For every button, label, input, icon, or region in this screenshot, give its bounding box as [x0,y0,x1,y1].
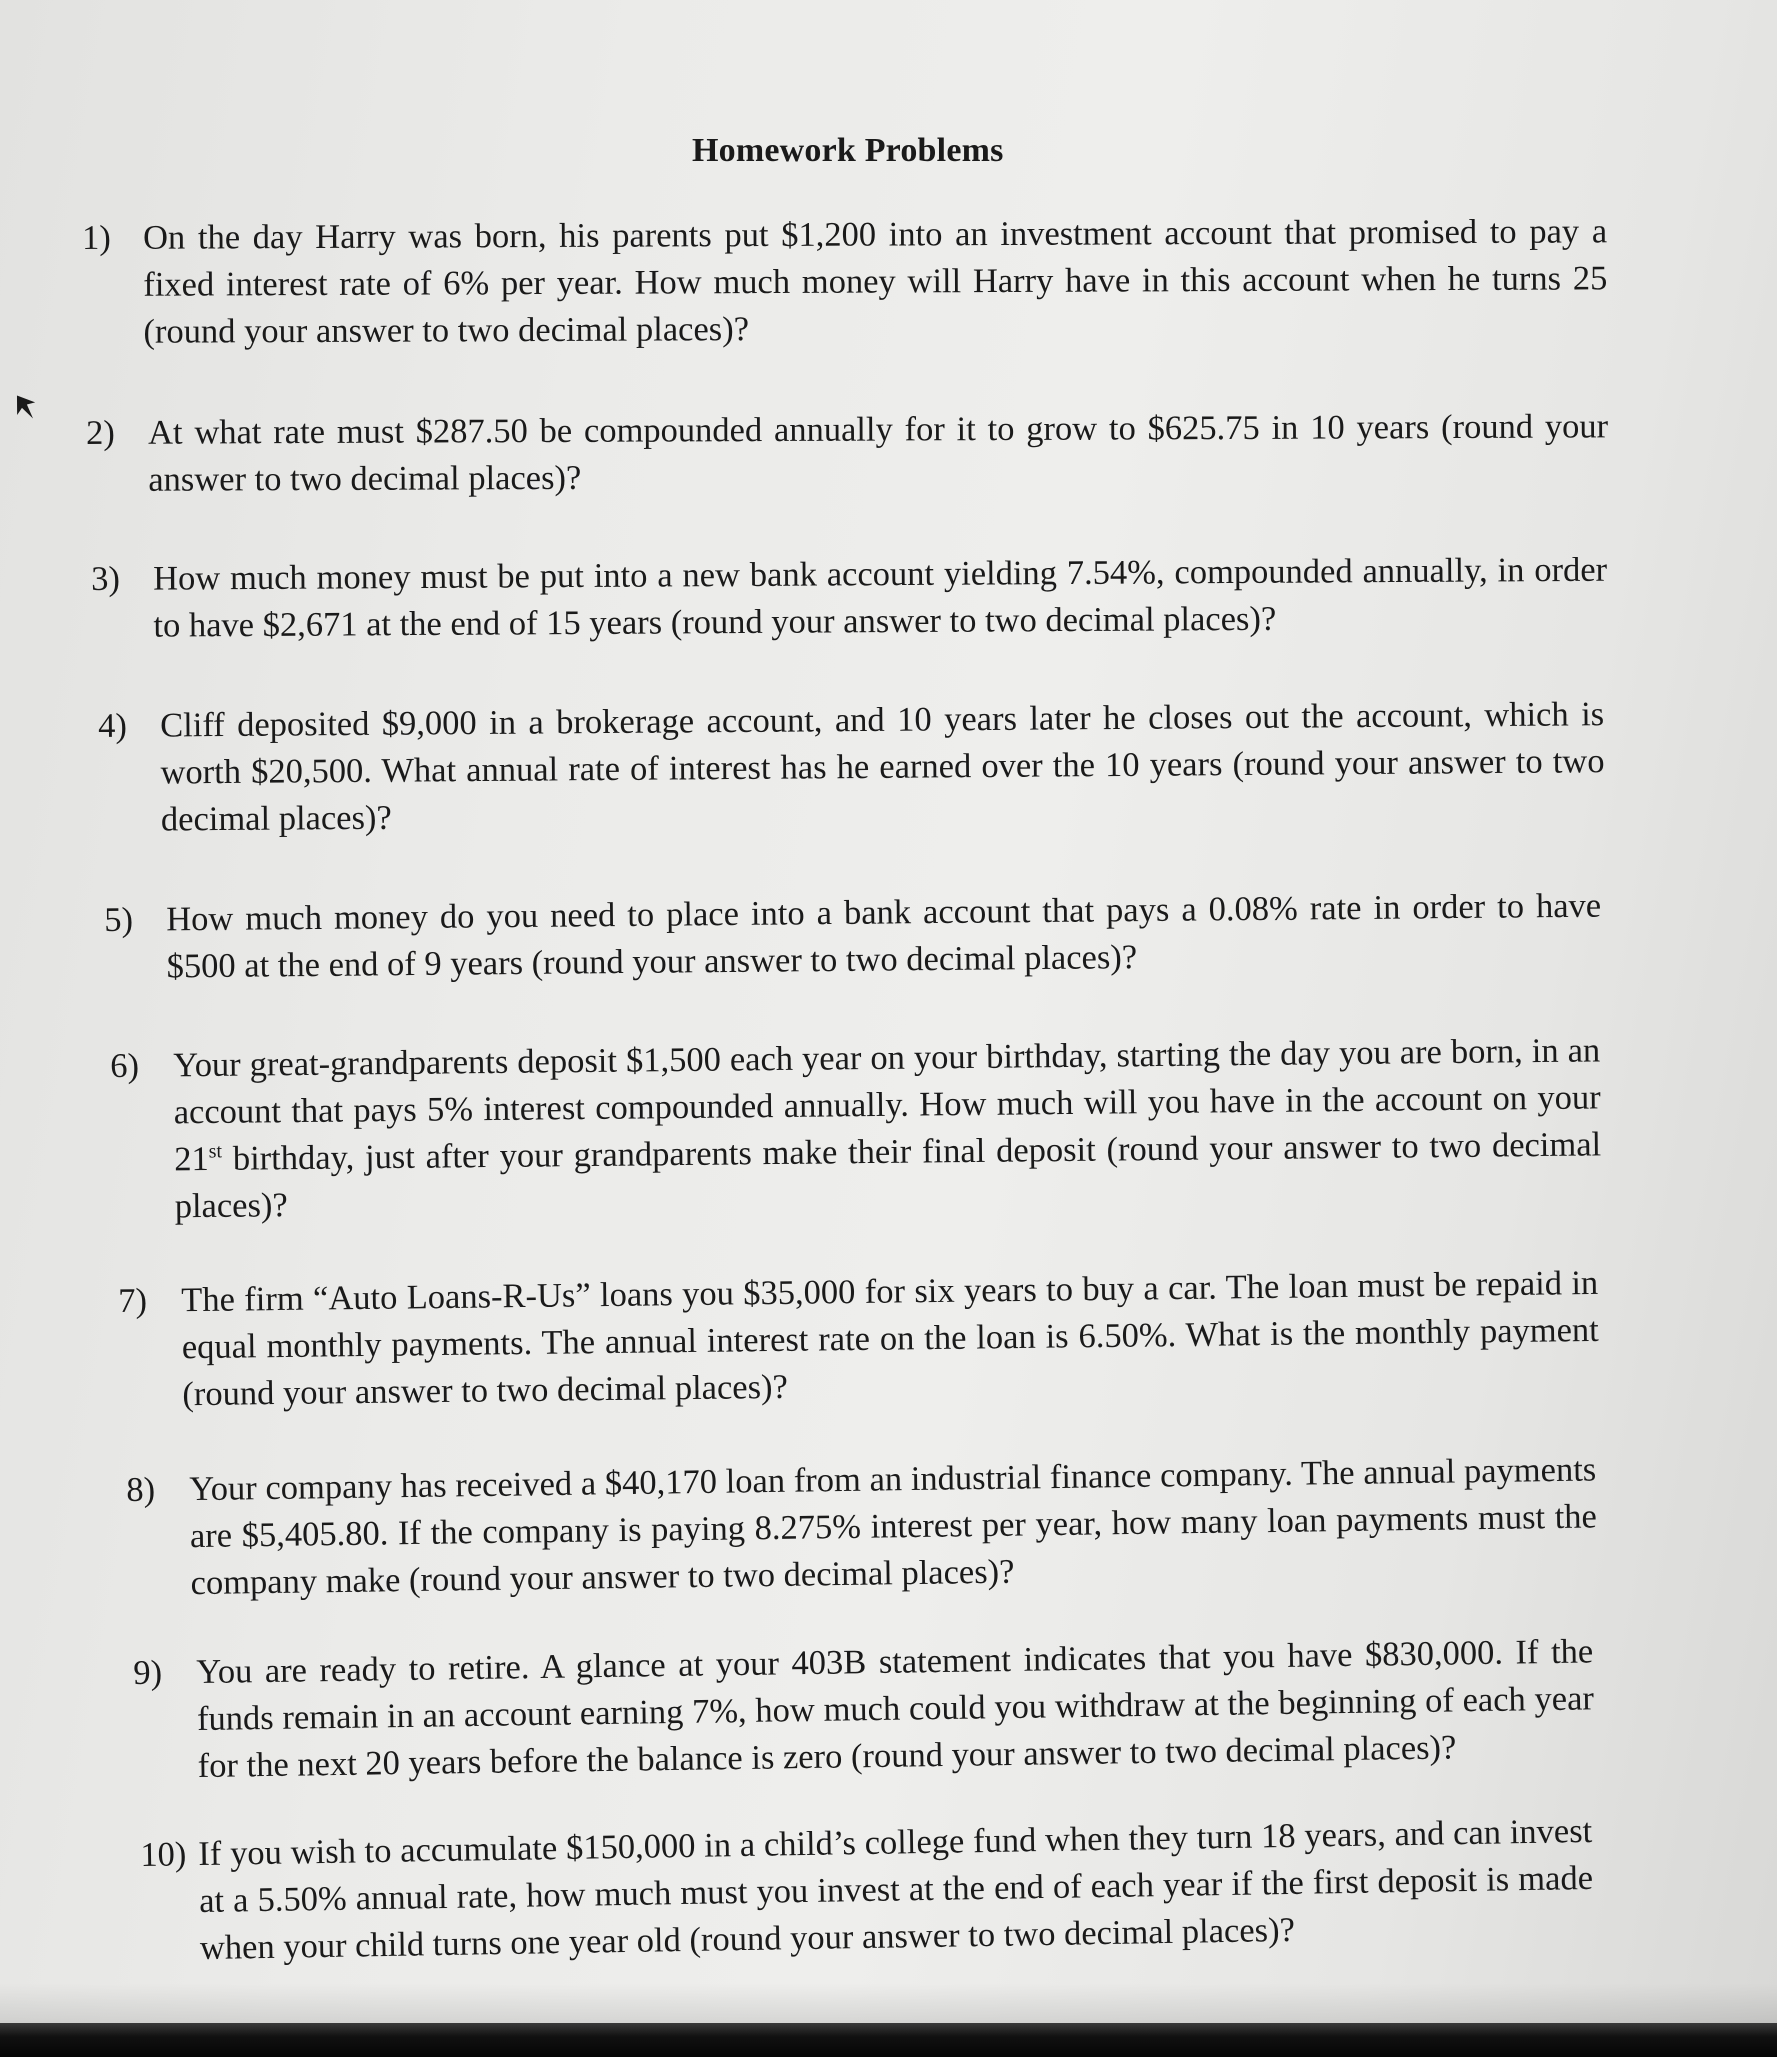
problem-item [140,1808,1594,1973]
problem-text-part: Your great-grandparents deposit $1,500 each year on your birthday, starting the day you are born, in an account that pays 5% interest compounded annually. How much will you have in the account on your 21 [173,1031,1601,1179]
problem-item [104,883,1602,991]
screen-bezel [0,2023,1777,2057]
problem-item [118,1260,1600,1419]
problem-item [91,547,1608,650]
problem-text: If you wish to accumulate $150,000 in a child’s college fund when they turn 18 years, and can invest at a 5.50% annual rate, how much must you invest at the end of each year if the first deposit is made when your child turns one year old (round your answer to two decimal places)? [198,1811,1594,1968]
problem-number: 8) [126,1470,156,1509]
problem-text: On the day Harry was born, his parents put $1,200 into an investment account that promised to pay a fixed interest rate of 6% per year. How much money will Harry have in this account when he turns 25 (round your answer to two decimal places)? [143,212,1608,351]
problem-text: The firm “Auto Loans-R-Us” loans you $35,000 for six years to buy a car. The loan must be repaid in equal monthly payments. The annual interest rate on the loan is 6.50%. What is the monthly payment (round your answer to two decimal places)? [181,1263,1599,1414]
problem-number: 6) [110,1046,140,1085]
problem-number: 9) [133,1653,163,1692]
problem-text: Your company has received a $40,170 loan from an industrial finance company. The annual payments are $5,405.80. If the company is paying 8.275% interest per year, how many loan payments must the company make (round your answer to two decimal places)? [189,1450,1598,1603]
problem-number: 1) [82,218,111,257]
problem-item [110,1027,1602,1231]
problem-text [110,1027,1602,1231]
problem-item [82,208,1608,356]
problem-number: 4) [98,706,128,745]
problem-text: How much money must be put into a new bank account yielding 7.54%, compounded annually, in order to have $2,671 at the end of 15 years (round your answer to two decimal places)? [153,550,1608,645]
problem-text: How much money do you need to place into a bank account that pays a 0.08% rate in order to have $500 at the end of 9 years (round your answer to two decimal places)? [166,886,1602,986]
problem-item [98,691,1605,844]
screen-shadow [0,1983,1777,2023]
problem-item [126,1446,1598,1608]
problem-number: 5) [104,900,134,939]
ordinal-superscript: st [208,1140,223,1163]
problem-text-part: birthday, just after your grandparents make their final deposit (round your answer to two decimal places)? [174,1125,1602,1226]
problem-number: 3) [91,559,121,598]
problem-text: You are ready to retire. A glance at your 403B statement indicates that you have $830,000. If the funds remain in an account earning 7%, how much could you withdraw at the beginning of each year for the next 20 years before the balance is zero (round your answer to two decimal places)? [196,1632,1595,1786]
problem-number: 10) [140,1835,187,1874]
problem-item [133,1628,1595,1791]
problem-number: 7) [118,1281,148,1320]
problem-text: At what rate must $287.50 be compounded annually for it to grow to $625.75 in 10 years (round your answer to two decimal places)? [148,407,1609,499]
problem-number: 2) [86,413,115,452]
page-title: Homework Problems [692,132,1004,169]
problem-item [86,403,1608,504]
problem-text: Cliff deposited $9,000 in a brokerage account, and 10 years later he closes out the account, which is worth $20,500. What annual rate of interest has he earned over the 10 years (round your answer to two decimal places)? [160,695,1605,839]
